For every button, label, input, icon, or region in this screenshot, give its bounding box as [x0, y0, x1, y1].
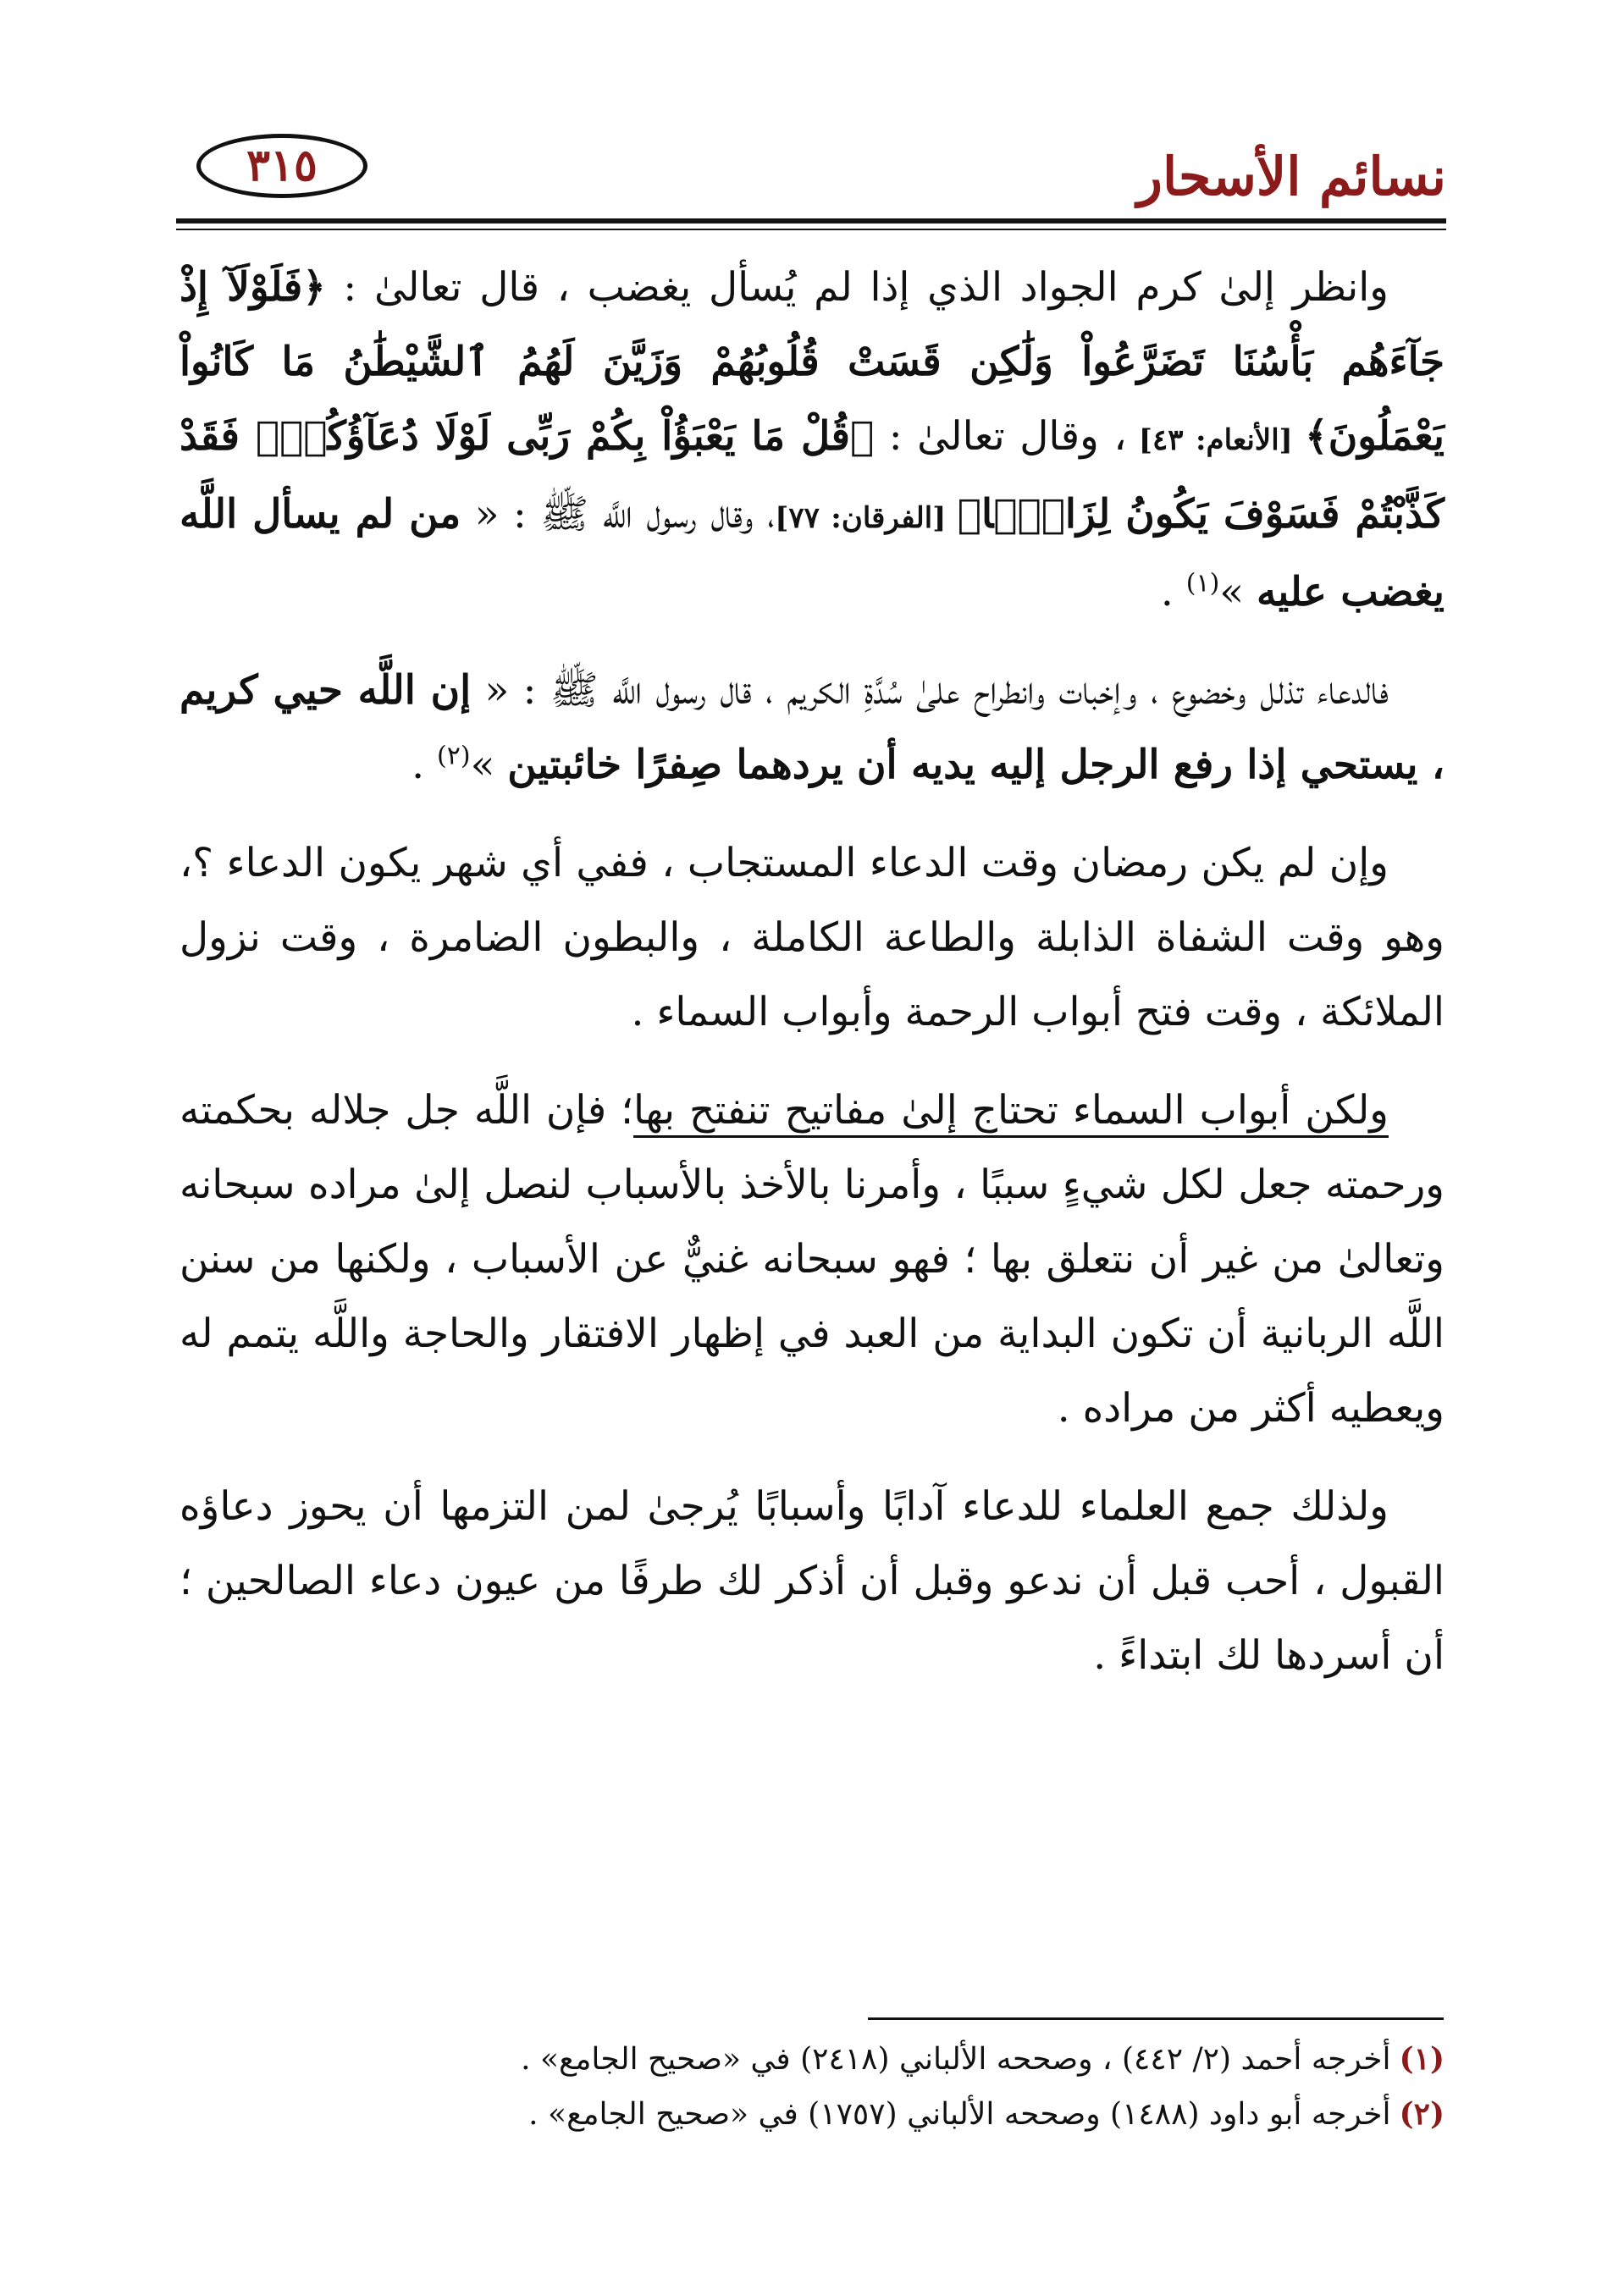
header-rule-thick — [176, 218, 1446, 224]
paragraph-4 — [180, 1073, 1444, 1446]
footnote-number: (٢) — [1399, 2096, 1444, 2132]
page-number: ٣١٥ — [196, 134, 367, 198]
footnote-number: (١) — [1399, 2041, 1444, 2077]
book-title: نسائم الأسحار — [1137, 146, 1446, 207]
quran-verse: ﴿قُلْ مَا يَعْبَؤُاْ بِكُمْ رَبِّى لَوْلَا دُعَآؤُكُمْۖ فَقَدْ كَذَّبْتُمْ فَسَوْفَ يَكُونُ لِزَامَۢا﴾ — [180, 413, 1445, 538]
footnote-divider — [868, 2017, 1444, 2020]
text-run: » — [1219, 569, 1257, 615]
footnote-marker: (١) — [1185, 568, 1220, 599]
text-run: ، وقال تعالىٰ : — [874, 413, 1127, 460]
underlined-phrase: ولكن أبواب السماء تحتاج إلىٰ مفاتيح تنفتح بها — [633, 1087, 1389, 1134]
hadith-quote: من لم يسأل اللَّه يغضب عليه — [180, 491, 1444, 615]
page-header — [176, 127, 1446, 212]
text-run: » — [470, 742, 508, 788]
header-rule-thin — [176, 229, 1446, 230]
hadith-quote: إن اللَّه حيي كريم ، يستحي إذا رفع الرجل إليه يديه أن يردهما صِفرًا خائبتين — [180, 667, 1444, 788]
footnote — [180, 2087, 1444, 2142]
body-text — [180, 251, 1444, 1693]
text-run: ؛ فإن اللَّه جل جلاله بحكمته ورحمته جعل لكل شيءٍ سببًا ، وأمرنا بالأخذ بالأسباب لنصل إلىٰ مراده سبحانه وتعالىٰ من غير أن نتعلق بها ؛ فهو سبحانه غنيٌّ عن الأسباب ، ولكنها من سنن اللَّه الربانية أن تكون البداية من العبد في إظهار الافتقار والحاجة واللَّه يتمم له ويعطيه أكثر من مراده . — [180, 1087, 1444, 1432]
quran-verse: ﴿فَلَوْلَآ إِذْ جَآءَهُم بَأْسُنَا تَضَرَّعُواْ وَلَٰكِن قَسَتْ قُلُوبُهُمْ وَزَيَّنَ لَهُمُ ٱلشَّيْطَٰنُ مَا كَانُواْ يَعْمَلُونَ﴾ — [180, 264, 1444, 460]
text-run: فالدعاء تذلل وخضوع ، وإخبات وانطراح علىٰ سُدَّةِ الكريم ، قال رسول اللَّه ﷺ : « — [471, 667, 1389, 714]
footnote — [180, 2032, 1444, 2087]
footnote-marker: (٢) — [437, 741, 471, 771]
paragraph-1 — [180, 251, 1444, 630]
footnote-text: أخرجه أحمد (٢/ ٤٤٢) ، وصححه الألباني (٢٤١٨) في «صحيح الجامع» . — [521, 2042, 1391, 2077]
text-run: . — [1160, 569, 1186, 615]
paragraph-2 — [180, 654, 1444, 803]
footnotes — [180, 2032, 1444, 2142]
text-run: . — [412, 742, 437, 788]
paragraph-5: ولذلك جمع العلماء للدعاء آدابًا وأسبابًا يُرجىٰ لمن التزمها أن يحوز دعاؤه القبول ، أحب قبل أن ندعو وقبل أن أذكر لك طرفًا من عيون دعاء الصالحين ؛ أن أسردها لك ابتداءً . — [180, 1483, 1444, 1679]
text-run: ، وقال رسول اللَّه ﷺ : « — [461, 491, 776, 538]
text-run: وانظر إلىٰ كرم الجواد الذي إذا لم يُسأل يغضب ، قال تعالىٰ : — [325, 264, 1389, 311]
paragraph-3: وإن لم يكن رمضان وقت الدعاء المستجاب ، ففي أي شهر يكون الدعاء ؟، وهو وقت الشفاة الذابلة والطاعة الكاملة ، والبطون الضامرة ، وقت نزول الملائكة ، وقت فتح أبواب الرحمة وأبواب السماء . — [180, 840, 1444, 1035]
verse-reference: [الأنعام: ٤٣] — [1126, 423, 1306, 457]
footnote-text: أخرجه أبو داود (١٤٨٨) وصححه الألباني (١٧٥٧) في «صحيح الجامع» . — [528, 2097, 1391, 2132]
verse-reference: [الفرقان: ٧٧] — [775, 501, 958, 535]
